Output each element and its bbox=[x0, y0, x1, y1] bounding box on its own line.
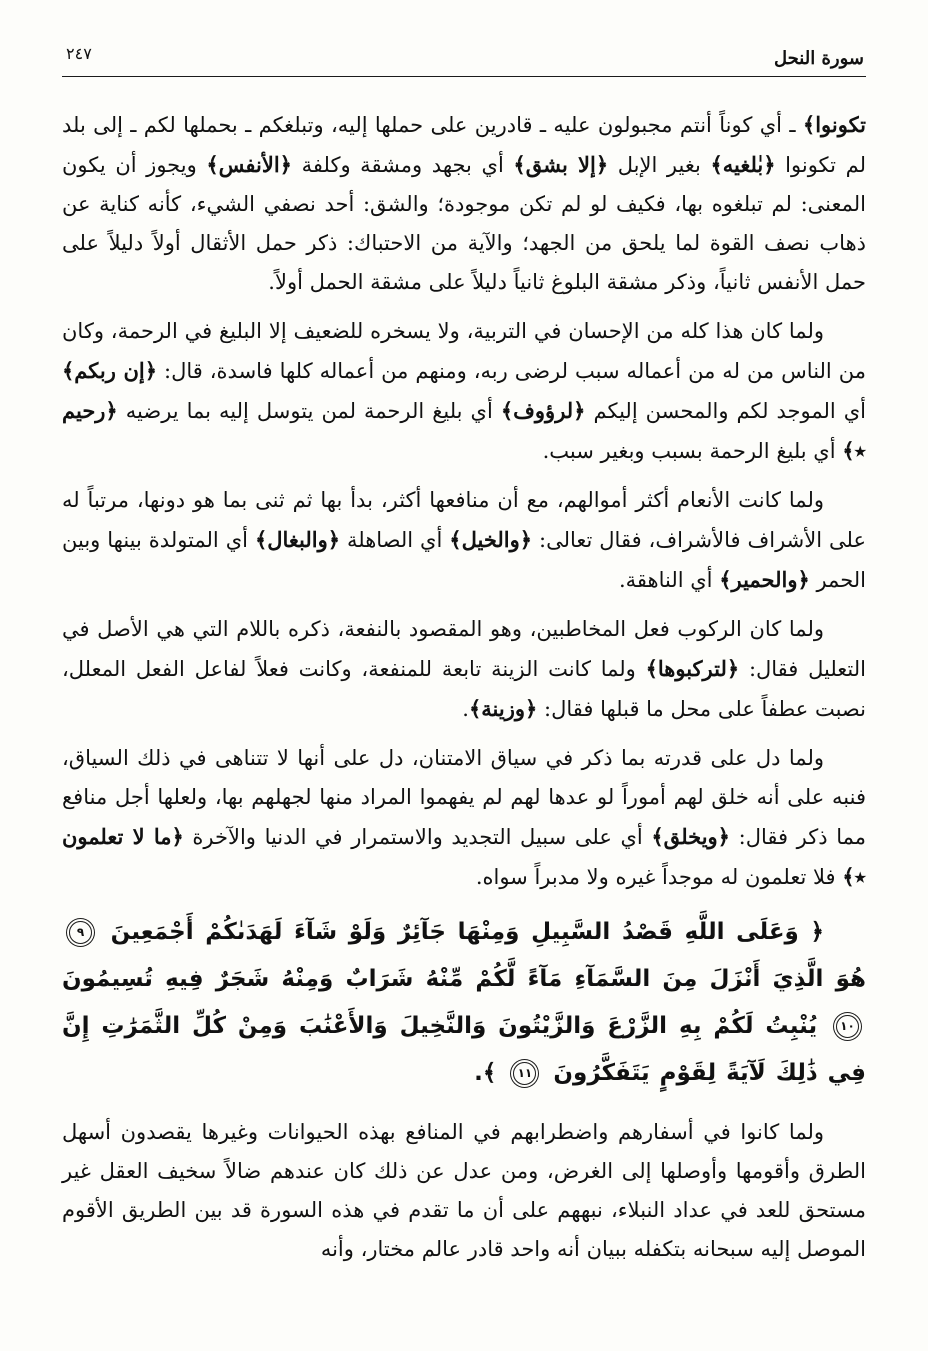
quote-segment: ﴿وزينة﴾ bbox=[468, 696, 538, 721]
ayah-number-badge: ٩ bbox=[69, 921, 92, 944]
text-segment: أي المتولدة بينها وبين الحمر bbox=[62, 528, 866, 592]
quote-segment: ﴿بٰلغيه﴾ bbox=[710, 152, 776, 177]
text-segment: فلا تعلمون له موجداً غيره ولا مدبراً سواه. bbox=[475, 865, 843, 889]
text-segment: بغير الإبل bbox=[608, 153, 711, 177]
text-segment: ولما كانت الزينة تابعة للمنفعة، وكانت فعلاً لفاعل الفعل المعلل، نصبت عطفاً على محل ما قبلها فقال: bbox=[62, 657, 866, 721]
text-segment: ولما كانت الأنعام أكثر أموالهم، مع أن منافعها أكثر، بدأ بها ثم ثنى بما هو دونها، مرتباً له على الأشراف فالأشراف، فقال تعالى: bbox=[62, 488, 866, 552]
paragraph bbox=[62, 610, 866, 729]
quote-segment: ﴿والحمير﴾ bbox=[719, 567, 810, 592]
paragraph bbox=[62, 1113, 866, 1269]
text-segment: أي الناهقة. bbox=[618, 568, 720, 592]
text-segment: ـ أي كوناً أنتم مجبولون عليه ـ قادرين على حملها إليه، وتبلغكم ـ بحملها لكم ـ إلى بلد لم تكونوا bbox=[62, 113, 866, 177]
ayah-number-badge: ١١ bbox=[513, 1062, 536, 1085]
quote-segment: ﴿إن ربكم﴾ bbox=[62, 358, 158, 383]
quote-segment: ﴿إلا بشق﴾ bbox=[513, 152, 609, 177]
text-segment: ولما كانوا في أسفارهم واضطرابهم في المنافع بهذه الحيوانات وغيرها يقصدون أسهل الطرق وأقومها وأوصلها إلى الغرض، ومن عدل عن ذلك كان عندهم ضالاً سخيف العقل غير مستحق للعد في عداد النبلاء، نبههم على أن ما تقدم في هذه السورة قد بين الطريق الأقوم الموصل إليه سبحانه بتكفله ببيان أنه واحد قادر عالم مختار، وأنه bbox=[62, 1120, 866, 1261]
text-segment: أي الصاهلة bbox=[340, 528, 450, 552]
paragraph bbox=[62, 739, 866, 897]
quote-segment: هُوَ الَّذِيَ أَنْزَلَ مِنَ السَّمَآءِ مَآءً لَّكُمْ مِّنْهُ شَرَابٌ وَمِنْهُ شَجَرٌ فِيهِ تُسِيمُونَ bbox=[62, 966, 866, 992]
text-segment: ولما دل على قدرته بما ذكر في سياق الامتنان، دل على أنها لا تتناهى في ذلك السياق، فنبه على أنه خلق لهم أموراً لو عدها لهم لم يفهموا المراد منها لجهلهم بها، ولعلها أجل منافع مما ذكر فقال: bbox=[62, 746, 866, 849]
text-segment: ويجوز أن يكون المعنى: لم تبلغوه بها، فكيف لو لم تكن موجودة؛ والشق: أحد نصفي الشيء، كأنه كناية عن ذهاب نصف القوة لما يلحق من الجهد؛ والآية من الاحتباك: ذكر حمل الأثقال أولاً دليلاً على حمل الأنفس ثانياً، وذكر مشقة البلوغ ثانياً دليلاً على مشقة الحمل أولاً. bbox=[62, 153, 866, 294]
quote-segment: ﴿ويخلق﴾ bbox=[651, 824, 730, 849]
quote-segment: تكونوا﴾ bbox=[802, 112, 867, 137]
text-segment: أي على سبيل التجديد والاستمرار في الدنيا والآخرة bbox=[183, 825, 652, 849]
quote-segment: ﴿لرؤوف﴾ bbox=[500, 398, 586, 423]
page-number: ٢٤٧ bbox=[66, 44, 92, 63]
page-body bbox=[62, 105, 866, 1269]
quote-segment: ﴿ما لا تعلمون ٭﴾ bbox=[62, 824, 866, 889]
quote-segment: ﴿رحيم ٭﴾ bbox=[62, 398, 866, 463]
text-segment: ولما كان هذا كله من الإحسان في التربية، ولا يسخره للضعيف إلا البليغ في الرحمة، وكان من الناس من له من أعماله سبب لرضى ربه، ومنهم من أعماله كلها فاسدة، قال: bbox=[62, 319, 866, 383]
page-header bbox=[62, 44, 866, 76]
quote-segment: ﴿لتركبوها﴾ bbox=[645, 656, 740, 681]
text-segment: أي بليغ الرحمة بسبب وبغير سبب. bbox=[542, 439, 843, 463]
text-segment: أي الموجد لكم والمحسن إليكم bbox=[585, 399, 866, 423]
ayah-number-badge: ١٠ bbox=[836, 1015, 859, 1038]
quran-verse-block bbox=[62, 909, 866, 1097]
quote-segment: يُنْبِتُ لَكُمْ بِهِ الزَّرْعَ وَالزَّيْتُونَ وَالنَّخِيلَ وَالأَعْنَٰبَ وَمِنْ كُلِّ الثَّمَرَٰتِ إِنَّ فِي ذَٰلِكَ لَآيَةً لِقَوْمٍ يَتَفَكَّرُونَ bbox=[62, 1013, 866, 1086]
quote-segment: ﴿والبغال﴾ bbox=[254, 527, 341, 552]
surah-title: سورة النحل bbox=[774, 48, 864, 69]
header-divider bbox=[62, 76, 866, 77]
quote-segment: ﴿ وَعَلَى اللَّهِ قَصْدُ السَّبِيلِ وَمِنْهَا جَآئِرٌ وَلَوْ شَآءَ لَهَدَىٰكُمْ أَجْمَعِينَ bbox=[99, 919, 824, 945]
paragraph bbox=[62, 312, 866, 471]
quote-segment: ﴿الأنفس﴾ bbox=[206, 152, 292, 177]
text-segment: أي بليغ الرحمة لمن يتوسل إليه بما يرضيه bbox=[117, 399, 501, 423]
text-segment: أي بجهد ومشقة وكلفة bbox=[292, 153, 514, 177]
paragraph bbox=[62, 481, 866, 600]
paragraph bbox=[62, 105, 866, 302]
text-segment: ولما كان الركوب فعل المخاطبين، وهو المقصود بالنفعة، ذكره باللام التي هي الأصل في التعليل فقال: bbox=[62, 617, 866, 681]
text-segment: . bbox=[462, 697, 469, 721]
quote-segment: ﴿والخيل﴾ bbox=[449, 527, 533, 552]
quote-segment: ﴾. bbox=[474, 1060, 507, 1086]
